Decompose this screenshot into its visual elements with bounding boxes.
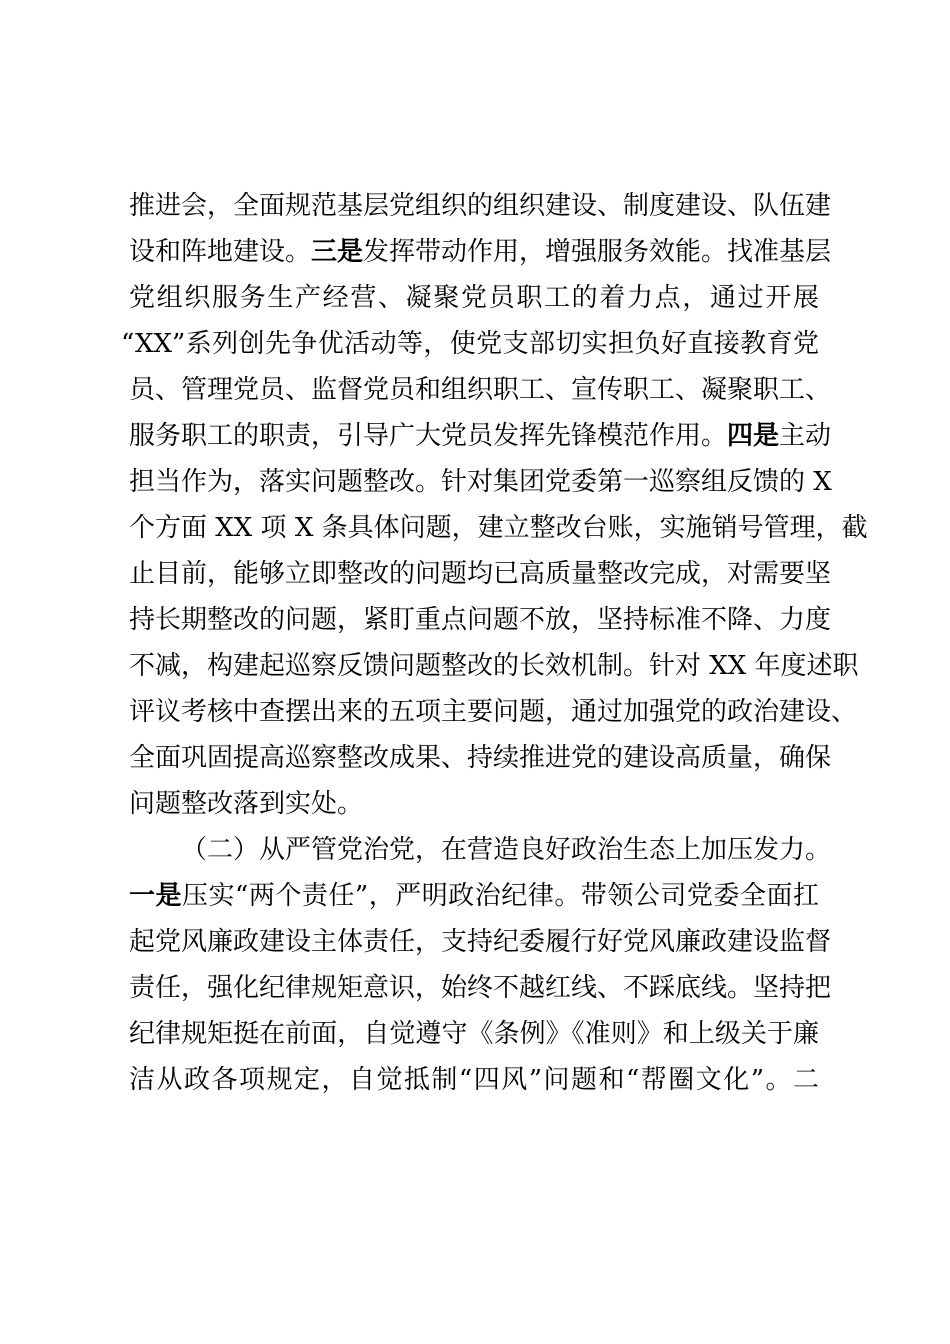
text-line <box>129 781 819 827</box>
text-run: 纪律规矩挺在前面，自觉遵守《条例》《准则》和上级关于廉 <box>129 1019 819 1049</box>
text-run: 员、管理党员、监督党员和组织职工、宣传职工、凝聚职工、 <box>129 375 832 405</box>
text-line <box>129 229 832 275</box>
text-run: 起党风廉政建设主体责任，支持纪委履行好党风廉政建设监督 <box>129 927 832 957</box>
text-line <box>129 275 819 321</box>
text-run: 担当作为，落实问题整改。针对集团党委第一巡察组反馈的 X <box>129 467 832 497</box>
text-line <box>129 689 858 735</box>
text-run: 压实“两个责任”，严明政治纪律。带领公司党委全面扛 <box>182 881 819 911</box>
text-line <box>129 551 832 597</box>
text-line <box>129 643 859 689</box>
text-run: 设和阵地建设。 <box>129 237 312 267</box>
emphasis-text: 一是 <box>129 881 183 911</box>
text-line <box>129 1011 819 1057</box>
paragraph-1 <box>121 183 868 827</box>
text-run: 全面巩固提高巡察整改成果、持续推进党的建设高质量，确保 <box>129 743 832 773</box>
text-line <box>129 873 819 919</box>
emphasis-text: 四是 <box>727 421 780 451</box>
text-line <box>129 735 832 781</box>
text-run: “XX”系列创先争优活动等，使党支部切实担负好直接教育党 <box>121 329 819 359</box>
text-run: 党组织服务生产经营、凝聚党员职工的着力点，通过开展 <box>129 283 819 313</box>
text-line <box>129 505 868 551</box>
text-run: 评议考核中查摆出来的五项主要问题，通过加强党的政治建设、 <box>129 697 858 727</box>
text-run: 推进会，全面规范基层党组织的组织建设、制度建设、队伍建 <box>129 191 832 221</box>
text-line <box>129 827 832 873</box>
text-run: 问题整改落到实处。 <box>129 789 364 819</box>
text-line <box>129 183 832 229</box>
text-run: 不减，构建起巡察反馈问题整改的长效机制。针对 XX 年度述职 <box>129 651 859 681</box>
text-line <box>129 597 832 643</box>
text-line <box>129 1057 819 1103</box>
document-body <box>121 183 868 1103</box>
text-line <box>129 367 832 413</box>
emphasis-text: 三是 <box>311 237 364 267</box>
paragraph-2 <box>129 827 832 1103</box>
text-run: 责任，强化纪律规矩意识，始终不越红线、不踩底线。坚持把 <box>129 973 832 1003</box>
text-line <box>129 919 832 965</box>
text-line <box>129 459 832 505</box>
text-run: 主动 <box>779 421 832 451</box>
text-run: 个方面 XX 项 X 条具体问题，建立整改台账，实施销号管理，截 <box>129 513 868 543</box>
text-run: 止目前，能够立即整改的问题均已高质量整改完成，对需要坚 <box>129 559 832 589</box>
text-line <box>129 965 832 1011</box>
text-line <box>121 321 819 367</box>
text-run: 发挥带动作用，增强服务效能。找准基层 <box>363 237 832 267</box>
text-run: 持长期整改的问题，紧盯重点问题不放，坚持标准不降、力度 <box>129 605 832 635</box>
text-line <box>129 413 832 459</box>
text-run: （二）从严管党治党，在营造良好政治生态上加压发力。 <box>181 835 832 865</box>
text-run: 服务职工的职责，引导广大党员发挥先锋模范作用。 <box>129 421 728 451</box>
text-run: 洁从政各项规定，自觉抵制“四风”问题和“帮圈文化”。二 <box>129 1065 819 1095</box>
